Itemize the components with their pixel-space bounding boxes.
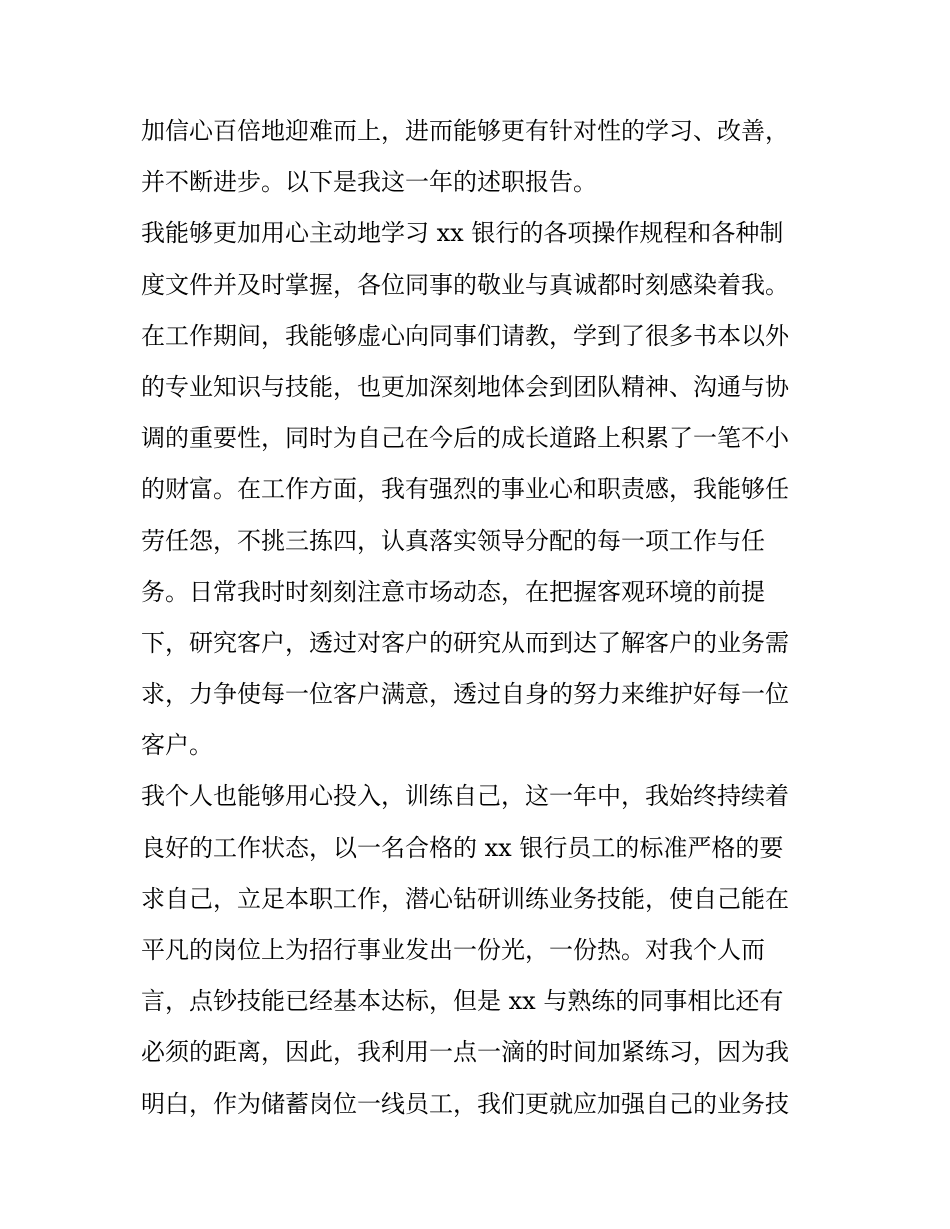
- text-line: 客户。: [141, 731, 213, 760]
- text-line: 度文件并及时掌握，各位同事的敬业与真诚都时刻感染着我。: [141, 270, 789, 299]
- body-text: [141, 106, 821, 1130]
- text-line: 明白，作为储蓄岗位一线员工，我们更就应加强自己的业务技: [141, 1089, 789, 1118]
- text-line: 下，研究客户，透过对客户的研究从而到达了解客户的业务需: [141, 628, 789, 657]
- text-line: 求，力争使每一位客户满意，透过自身的努力来维护好每一位: [141, 680, 789, 709]
- text-line: 的专业知识与技能，也更加深刻地体会到团队精神、沟通与协: [141, 372, 789, 401]
- text-line: 劳任怨，不挑三拣四，认真落实领导分配的每一项工作与任: [141, 526, 765, 555]
- text-line: 的财富。在工作方面，我有强烈的事业心和职责感，我能够任: [141, 475, 789, 504]
- text-line: 必须的距离，因此，我利用一点一滴的时间加紧练习，因为我: [141, 1038, 789, 1067]
- text-line: 并不断进步。以下是我这一年的述职报告。: [141, 168, 597, 197]
- text-line: 求自己，立足本职工作，潜心钻研训练业务技能，使自己能在: [141, 884, 789, 913]
- text-line: 我能够更加用心主动地学习 xx 银行的各项操作规程和各种制: [141, 219, 784, 248]
- text-line: 良好的工作状态，以一名合格的 xx 银行员工的标准严格的要: [141, 833, 784, 862]
- text-line: 调的重要性，同时为自己在今后的成长道路上积累了一笔不小: [141, 424, 789, 453]
- text-line: 务。日常我时时刻刻注意市场动态，在把握客观环境的前提: [141, 577, 765, 606]
- text-line: 平凡的岗位上为招行事业发出一份光，一份热。对我个人而: [141, 936, 765, 964]
- text-line: 在工作期间，我能够虚心向同事们请教，学到了很多书本以外: [141, 321, 789, 350]
- text-line: 言，点钞技能已经基本达标，但是 xx 与熟练的同事相比还有: [141, 987, 784, 1016]
- text-line: 加信心百倍地迎难而上，进而能够更有针对性的学习、改善，: [141, 117, 789, 145]
- text-line: 我个人也能够用心投入，训练自己，这一年中，我始终持续着: [141, 782, 789, 811]
